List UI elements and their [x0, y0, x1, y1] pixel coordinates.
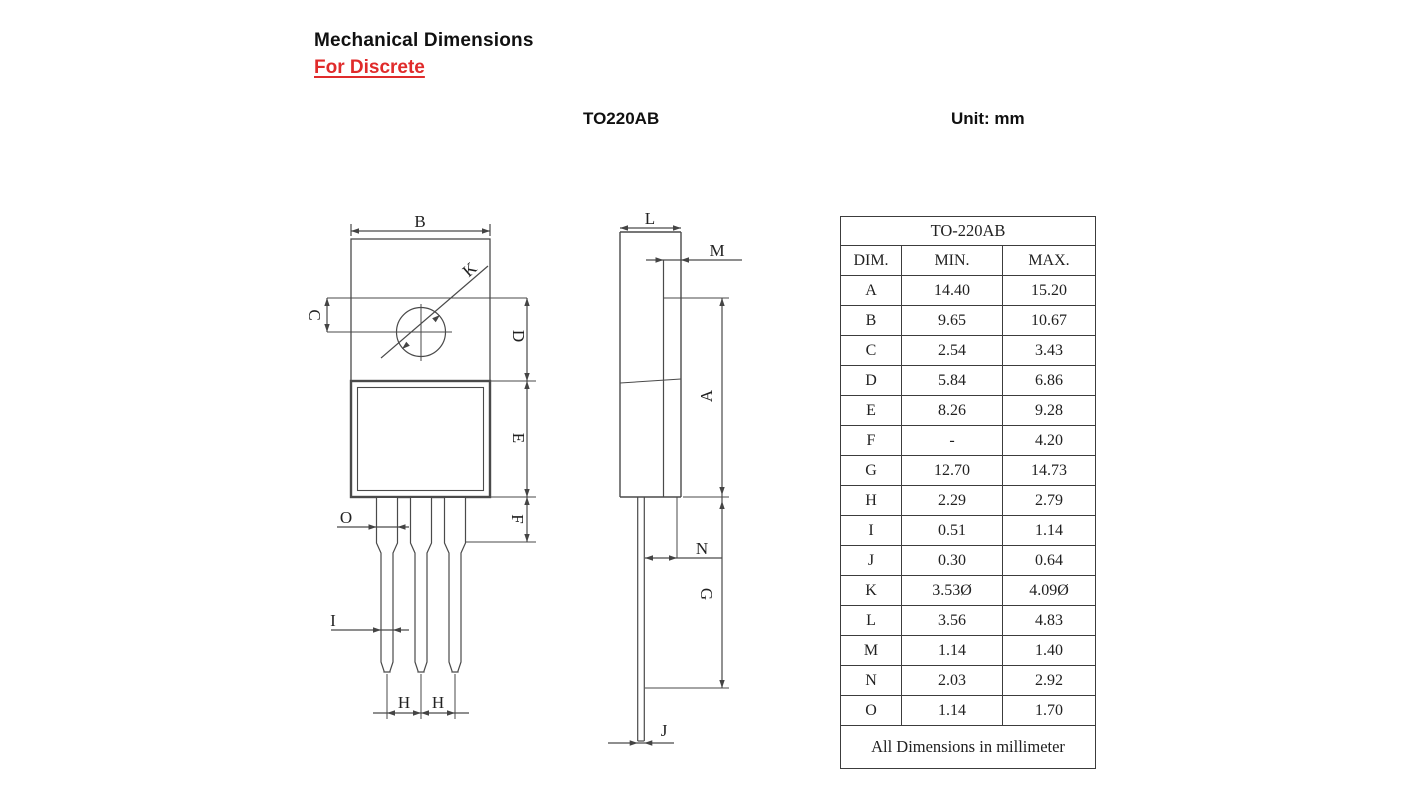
cell-max: 1.40 — [1003, 636, 1096, 666]
cell-dim: K — [841, 576, 902, 606]
dim-label-D: D — [509, 329, 528, 343]
table-row — [841, 696, 1096, 726]
cell-max: 4.20 — [1003, 426, 1096, 456]
dimension-table — [840, 216, 1096, 769]
table-title: TO-220AB — [841, 217, 1096, 246]
page-title: Mechanical Dimensions — [314, 30, 534, 51]
column-header-min: MIN. — [902, 246, 1003, 276]
unit-label: Unit: mm — [951, 109, 1025, 128]
table-row — [841, 366, 1096, 396]
cell-min: 2.54 — [902, 336, 1003, 366]
cell-min: 9.65 — [902, 306, 1003, 336]
cell-dim: F — [841, 426, 902, 456]
cell-min: 2.03 — [902, 666, 1003, 696]
cell-min: 3.53Ø — [902, 576, 1003, 606]
cell-max: 15.20 — [1003, 276, 1096, 306]
cell-min: 0.30 — [902, 546, 1003, 576]
cell-min: 0.51 — [902, 516, 1003, 546]
dim-label-B: B — [414, 212, 426, 231]
cell-max: 0.64 — [1003, 546, 1096, 576]
cell-dim: G — [841, 456, 902, 486]
dim-label-H: H — [431, 693, 445, 712]
cell-min: - — [902, 426, 1003, 456]
table-row — [841, 336, 1096, 366]
table-row — [841, 396, 1096, 426]
cell-min: 12.70 — [902, 456, 1003, 486]
cell-dim: C — [841, 336, 902, 366]
table-header-row — [841, 246, 1096, 276]
table-row — [841, 606, 1096, 636]
table-footer-row — [841, 726, 1096, 769]
table-row — [841, 666, 1096, 696]
page-subtitle: For Discrete — [314, 57, 425, 78]
cell-max: 10.67 — [1003, 306, 1096, 336]
cell-dim: M — [841, 636, 902, 666]
cell-max: 3.43 — [1003, 336, 1096, 366]
cell-max: 2.79 — [1003, 486, 1096, 516]
cell-min: 1.14 — [902, 636, 1003, 666]
table-footer-note: All Dimensions in millimeter — [841, 726, 1096, 769]
table-row — [841, 636, 1096, 666]
cell-dim: E — [841, 396, 902, 426]
cell-max: 9.28 — [1003, 396, 1096, 426]
table-row — [841, 426, 1096, 456]
table-row — [841, 486, 1096, 516]
cell-max: 2.92 — [1003, 666, 1096, 696]
dim-label-N: N — [695, 539, 709, 558]
table-row — [841, 576, 1096, 606]
cell-dim: L — [841, 606, 902, 636]
table-row — [841, 516, 1096, 546]
package-name: TO220AB — [583, 109, 660, 128]
cell-max: 14.73 — [1003, 456, 1096, 486]
table-row — [841, 276, 1096, 306]
dim-label-K: K — [458, 258, 481, 281]
column-header-dim: DIM. — [841, 246, 902, 276]
cell-dim: D — [841, 366, 902, 396]
column-header-max: MAX. — [1003, 246, 1096, 276]
dim-label-I: I — [330, 611, 336, 630]
cell-min: 2.29 — [902, 486, 1003, 516]
cell-max: 1.14 — [1003, 516, 1096, 546]
cell-dim: H — [841, 486, 902, 516]
dim-label-H: H — [397, 693, 411, 712]
table-row — [841, 456, 1096, 486]
cell-dim: A — [841, 276, 902, 306]
cell-max: 4.83 — [1003, 606, 1096, 636]
dim-label-O: O — [339, 508, 353, 527]
dim-label-G: G — [697, 587, 716, 601]
table-row — [841, 306, 1096, 336]
table-row — [841, 546, 1096, 576]
cell-min: 8.26 — [902, 396, 1003, 426]
cell-min: 5.84 — [902, 366, 1003, 396]
cell-dim: J — [841, 546, 902, 576]
cell-min: 14.40 — [902, 276, 1003, 306]
dim-label-F: F — [508, 514, 527, 524]
dim-label-A: A — [697, 389, 716, 403]
dim-label-E: E — [509, 432, 528, 444]
cell-dim: O — [841, 696, 902, 726]
cell-min: 1.14 — [902, 696, 1003, 726]
dim-label-M: M — [709, 241, 725, 260]
dim-label-L: L — [644, 209, 656, 228]
cell-dim: I — [841, 516, 902, 546]
dim-label-C: C — [305, 309, 324, 321]
table-title-row — [841, 217, 1096, 246]
cell-dim: N — [841, 666, 902, 696]
cell-max: 1.70 — [1003, 696, 1096, 726]
dim-label-J: J — [660, 721, 668, 740]
cell-dim: B — [841, 306, 902, 336]
cell-max: 6.86 — [1003, 366, 1096, 396]
cell-min: 3.56 — [902, 606, 1003, 636]
cell-max: 4.09Ø — [1003, 576, 1096, 606]
